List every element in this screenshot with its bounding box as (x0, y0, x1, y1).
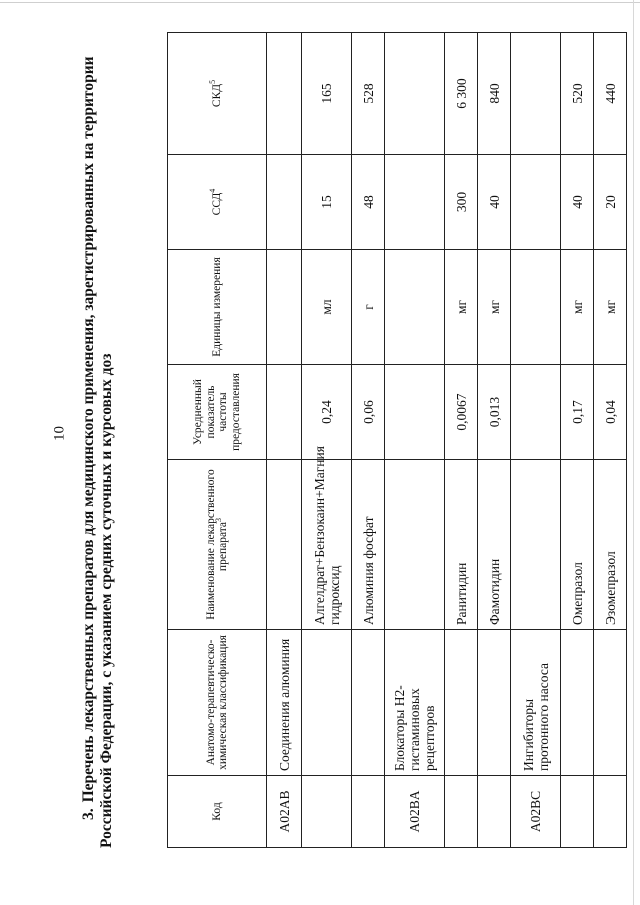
cell-unit: мл (302, 250, 352, 365)
cell-drug: Алгелдрат+Бензокаин+Магния гидроксид (302, 460, 352, 630)
scan-top-edge (0, 2, 640, 3)
cell-drug (511, 460, 561, 630)
cell-unit (267, 250, 302, 365)
cell-unit: г (352, 250, 385, 365)
cell-ssd (511, 155, 561, 250)
table-row (478, 33, 511, 848)
cell-drug: Фамотидин (478, 460, 511, 630)
cell-code: A02AB (267, 776, 302, 848)
cell-atc (352, 630, 385, 776)
cell-code (478, 776, 511, 848)
header-unit: Единицы измерения (168, 250, 267, 365)
header-skd-text: СКД (210, 83, 223, 108)
cell-ssd (267, 155, 302, 250)
cell-ssd: 20 (594, 155, 627, 250)
cell-ssd: 300 (445, 155, 478, 250)
table-row (561, 33, 594, 848)
cell-ssd: 15 (302, 155, 352, 250)
title-number: 3. (80, 808, 97, 820)
cell-skd (511, 33, 561, 155)
cell-ssd (385, 155, 445, 250)
cell-freq: 0,24 (302, 365, 352, 460)
table-row (511, 33, 561, 848)
cell-atc: Блокаторы H2-гистаминовых рецепторов (385, 630, 445, 776)
cell-atc: Ингибиторы протонного насоса (511, 630, 561, 776)
header-skd (168, 33, 267, 155)
cell-skd: 528 (352, 33, 385, 155)
cell-freq: 0,04 (594, 365, 627, 460)
cell-skd: 520 (561, 33, 594, 155)
drug-table (167, 32, 627, 848)
cell-drug: Алюминия фосфат (352, 460, 385, 630)
cell-freq (267, 365, 302, 460)
header-ssd-text: ССД (210, 192, 223, 216)
cell-skd: 6 300 (445, 33, 478, 155)
cell-drug: Ранитидин (445, 460, 478, 630)
cell-ssd: 40 (478, 155, 511, 250)
cell-freq (385, 365, 445, 460)
cell-atc (478, 630, 511, 776)
page-number: 10 (51, 426, 68, 441)
header-freq: Усредненный показатель частоты предоставления (168, 365, 267, 460)
cell-code: A02BA (385, 776, 445, 848)
cell-code (302, 776, 352, 848)
rotated-content (80, 18, 640, 848)
header-skd-sup: 5 (207, 79, 217, 84)
cell-unit: мг (561, 250, 594, 365)
cell-unit: мг (445, 250, 478, 365)
cell-skd: 840 (478, 33, 511, 155)
table-row (267, 33, 302, 848)
header-code: Код (168, 776, 267, 848)
section-title (80, 18, 160, 848)
cell-drug (267, 460, 302, 630)
cell-code: A02BC (511, 776, 561, 848)
header-ssd (168, 155, 267, 250)
table-row (352, 33, 385, 848)
cell-atc (302, 630, 352, 776)
cell-ssd: 48 (352, 155, 385, 250)
cell-atc (594, 630, 627, 776)
cell-freq: 0,013 (478, 365, 511, 460)
header-drug-sup: 3 (214, 517, 224, 522)
table-row (385, 33, 445, 848)
cell-skd (385, 33, 445, 155)
header-ssd-sup: 4 (207, 188, 217, 193)
cell-skd (267, 33, 302, 155)
cell-drug: Омепразол (561, 460, 594, 630)
cell-unit (511, 250, 561, 365)
cell-freq: 0,06 (352, 365, 385, 460)
cell-unit: мг (594, 250, 627, 365)
cell-ssd: 40 (561, 155, 594, 250)
cell-freq (511, 365, 561, 460)
cell-unit (385, 250, 445, 365)
table-row (302, 33, 352, 848)
header-drug (168, 460, 267, 630)
cell-code (561, 776, 594, 848)
cell-skd: 440 (594, 33, 627, 155)
cell-code (352, 776, 385, 848)
title-line-2: Российской Федерации, с указанием средних суточных и курсовых доз (98, 353, 115, 848)
cell-freq: 0,0067 (445, 365, 478, 460)
header-atc: Анатомо-терапевтическо-химическая классификация (168, 630, 267, 776)
cell-drug (385, 460, 445, 630)
cell-drug: Эзомепразол (594, 460, 627, 630)
cell-atc (445, 630, 478, 776)
title-line-1 (80, 18, 98, 848)
cell-code (445, 776, 478, 848)
title-text-1: Перечень лекарственных препаратов для медицинского применения, зарегистрированных на территории (80, 56, 97, 803)
cell-atc (561, 630, 594, 776)
table-row (445, 33, 478, 848)
table-row (594, 33, 627, 848)
cell-atc: Соединения алюминия (267, 630, 302, 776)
cell-freq: 0,17 (561, 365, 594, 460)
cell-skd: 165 (302, 33, 352, 155)
table-header-row (168, 33, 267, 848)
cell-code (594, 776, 627, 848)
cell-unit: мг (478, 250, 511, 365)
header-drug-text: Наименование лекарственного препарата (204, 469, 229, 620)
